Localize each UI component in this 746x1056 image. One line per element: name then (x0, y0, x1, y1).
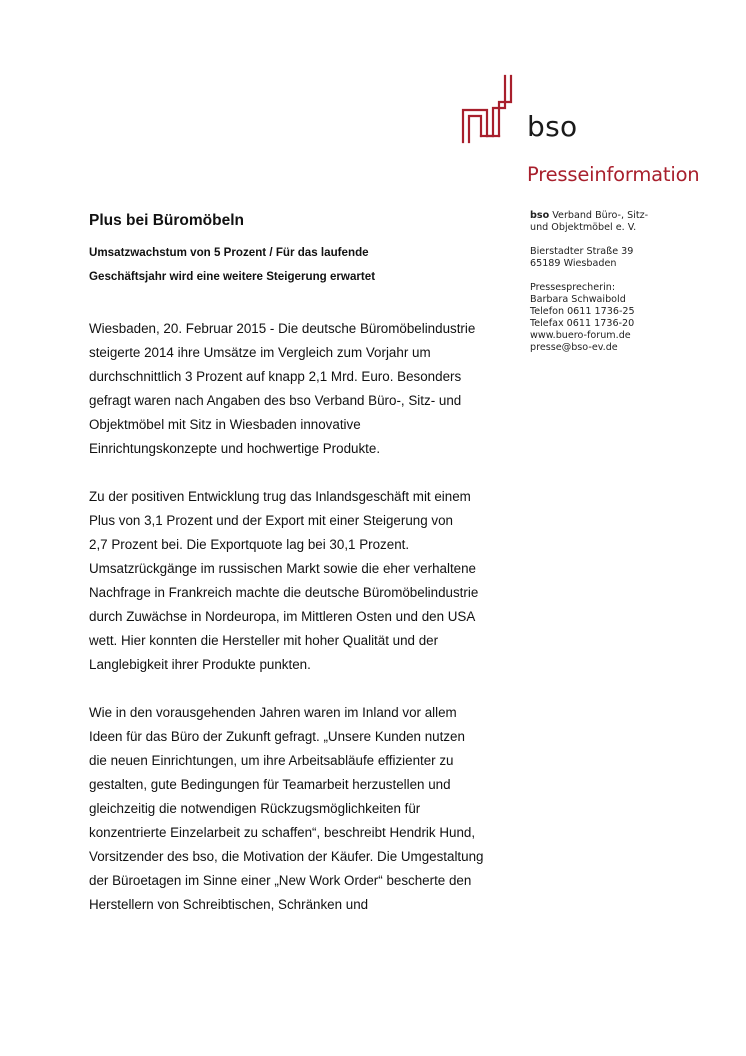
address-city: 65189 Wiesbaden (530, 258, 617, 269)
subhead-line: Geschäftsjahr wird eine weitere Steigerung erwartet (89, 270, 376, 283)
text-line: Einrichtungskonzepte und hochwertige Produkte. (89, 441, 381, 456)
text-line: gleichzeitig die notwendigen Rückzugsmöglichkeiten für (89, 801, 421, 816)
article-headline: Plus bei Büromöbeln (89, 212, 245, 229)
text-line: Langlebigkeit ihrer Produkte punkten. (89, 657, 311, 672)
address-street: Bierstadter Straße 39 (530, 246, 634, 257)
text-line: Zu der positiven Entwicklung trug das Inlandsgeschäft mit einem (89, 489, 471, 504)
text-line: Objektmöbel mit Sitz in Wiesbaden innovative (89, 417, 361, 432)
text-line: Herstellern von Schreibtischen, Schränken und (89, 897, 369, 912)
text-line: durchschnittlich 3 Prozent auf knapp 2,1 Mrd. Euro. Besonders (89, 369, 462, 384)
contact-label: Pressesprecherin: (530, 282, 616, 293)
logo-wordmark: bso (527, 110, 578, 143)
page-title: Presseinformation (527, 163, 700, 186)
contact-website[interactable]: www.buero-forum.de (530, 330, 631, 341)
text-line: Wiesbaden, 20. Februar 2015 - Die deutsche Büromöbelindustrie (89, 321, 476, 336)
contact-phone: Telefon 0611 1736-25 (530, 306, 635, 317)
org-abbrev: bso (530, 210, 550, 221)
text-line: Vorsitzender des bso, die Motivation der Käufer. Die Umgestaltung (89, 849, 484, 864)
contact-email[interactable]: presse@bso-ev.de (530, 342, 618, 353)
text-line: Nachfrage in Frankreich machte die deutsche Büromöbelindustrie (89, 585, 479, 600)
address-block (530, 246, 730, 270)
bso-logo-icon (461, 72, 521, 144)
subhead-line: Umsatzwachstum von 5 Prozent / Für das laufende (89, 246, 369, 259)
text-line: steigerte 2014 ihre Umsätze im Vergleich zum Vorjahr um (89, 345, 431, 360)
org-line-2: und Objektmöbel e. V. (530, 222, 637, 233)
text-line: Plus von 3,1 Prozent und der Export mit einer Steigerung von (89, 513, 453, 528)
text-line: Umsatzrückgänge im russischen Markt sowie die eher verhaltene (89, 561, 477, 576)
contact-name: Barbara Schwaibold (530, 294, 626, 305)
text-line: Ideen für das Büro der Zukunft gefragt. „Unsere Kunden nutzen (89, 729, 465, 744)
paragraph-2 (89, 485, 478, 677)
text-line: konzentrierte Einzelarbeit zu schaffen“, beschreibt Hendrik Hund, (89, 825, 476, 840)
text-line: wett. Hier konnten die Hersteller mit hoher Qualität und der (89, 633, 439, 648)
org-line-1 (530, 210, 730, 222)
text-line: durch Zuwächse in Nordeuropa, im Mittleren Osten und den USA (89, 609, 476, 624)
text-line: 2,7 Prozent bei. Die Exportquote lag bei 30,1 Prozent. (89, 537, 410, 552)
text-line: die neuen Einrichtungen, um ihre Arbeitsabläufe effizienter zu (89, 753, 454, 768)
org-name: Verband Büro-, Sitz- (549, 210, 649, 221)
paragraph-3 (89, 701, 484, 917)
contact-fax: Telefax 0611 1736-20 (530, 318, 635, 329)
text-line: gestalten, gute Bedingungen für Teamarbeit herzustellen und (89, 777, 451, 792)
paragraph-1 (89, 317, 475, 461)
organization-block (530, 210, 730, 234)
contact-sidebar (530, 210, 730, 366)
press-contact-block (530, 282, 730, 354)
text-line: gefragt waren nach Angaben des bso Verband Büro-, Sitz- und (89, 393, 462, 408)
text-line: Wie in den vorausgehenden Jahren waren im Inland vor allem (89, 705, 457, 720)
text-line: der Büroetagen im Sinne einer „New Work Order“ bescherte den (89, 873, 472, 888)
article-subheadline (89, 241, 509, 289)
